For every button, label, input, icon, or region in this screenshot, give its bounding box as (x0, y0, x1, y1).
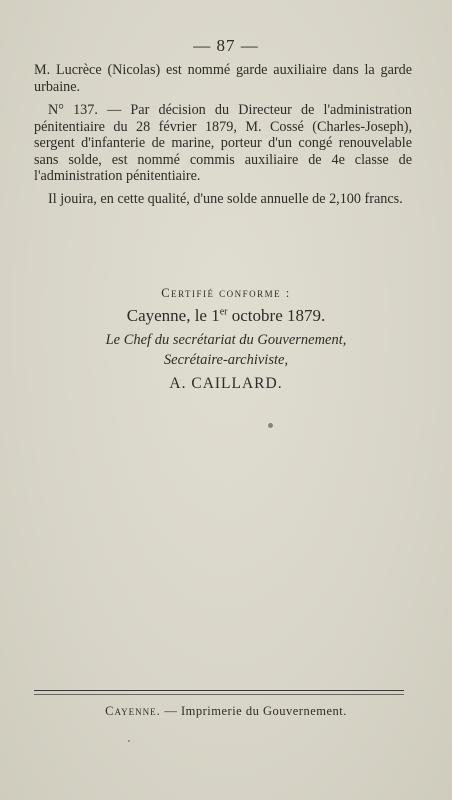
page-number: — 87 — (193, 36, 259, 55)
paragraph-decision-137: N° 137. — Par décision du Directeur de l'administration pénitentiaire du 28 février 1879, M. Cossé (Charles-Joseph), sergent d'infanterie de marine, porteur d'un congé renouvelable sans solde, est nommé commis auxiliaire de 4e classe de l'administration pénitentiaire. (34, 102, 412, 184)
paragraph-salary: Il jouira, en cette qualité, d'une solde annuelle de 2,100 francs. (48, 191, 403, 207)
ink-spot (128, 740, 130, 742)
imprint-printer: Imprimerie du Gouvernement. (181, 704, 347, 718)
footer-rule (34, 690, 404, 691)
printer-imprint (0, 704, 452, 719)
imprint-separator: — (160, 704, 181, 718)
signatory-title-line-2: Secrétaire-archiviste, (163, 352, 289, 368)
ink-spot (268, 423, 273, 428)
signatory-name: A. CAILLARD. (169, 375, 283, 392)
paragraph-appointment-lucrece: M. Lucrèce (Nicolas) est nommé garde auxiliaire dans la garde urbaine. (34, 62, 412, 95)
imprint-city: Cayenne. (105, 704, 161, 718)
place-date-suffix: octobre 1879. (227, 306, 326, 325)
place-date-superscript: er (219, 306, 228, 318)
signatory-title-line-1: Le Chef du secrétariat du Gouvernement, (105, 332, 347, 348)
place-date-prefix: Cayenne, le 1 (126, 306, 220, 325)
footer-rule-thin (34, 694, 404, 695)
place-and-date (0, 306, 452, 326)
certification-heading: Certifié conforme : (161, 286, 291, 300)
